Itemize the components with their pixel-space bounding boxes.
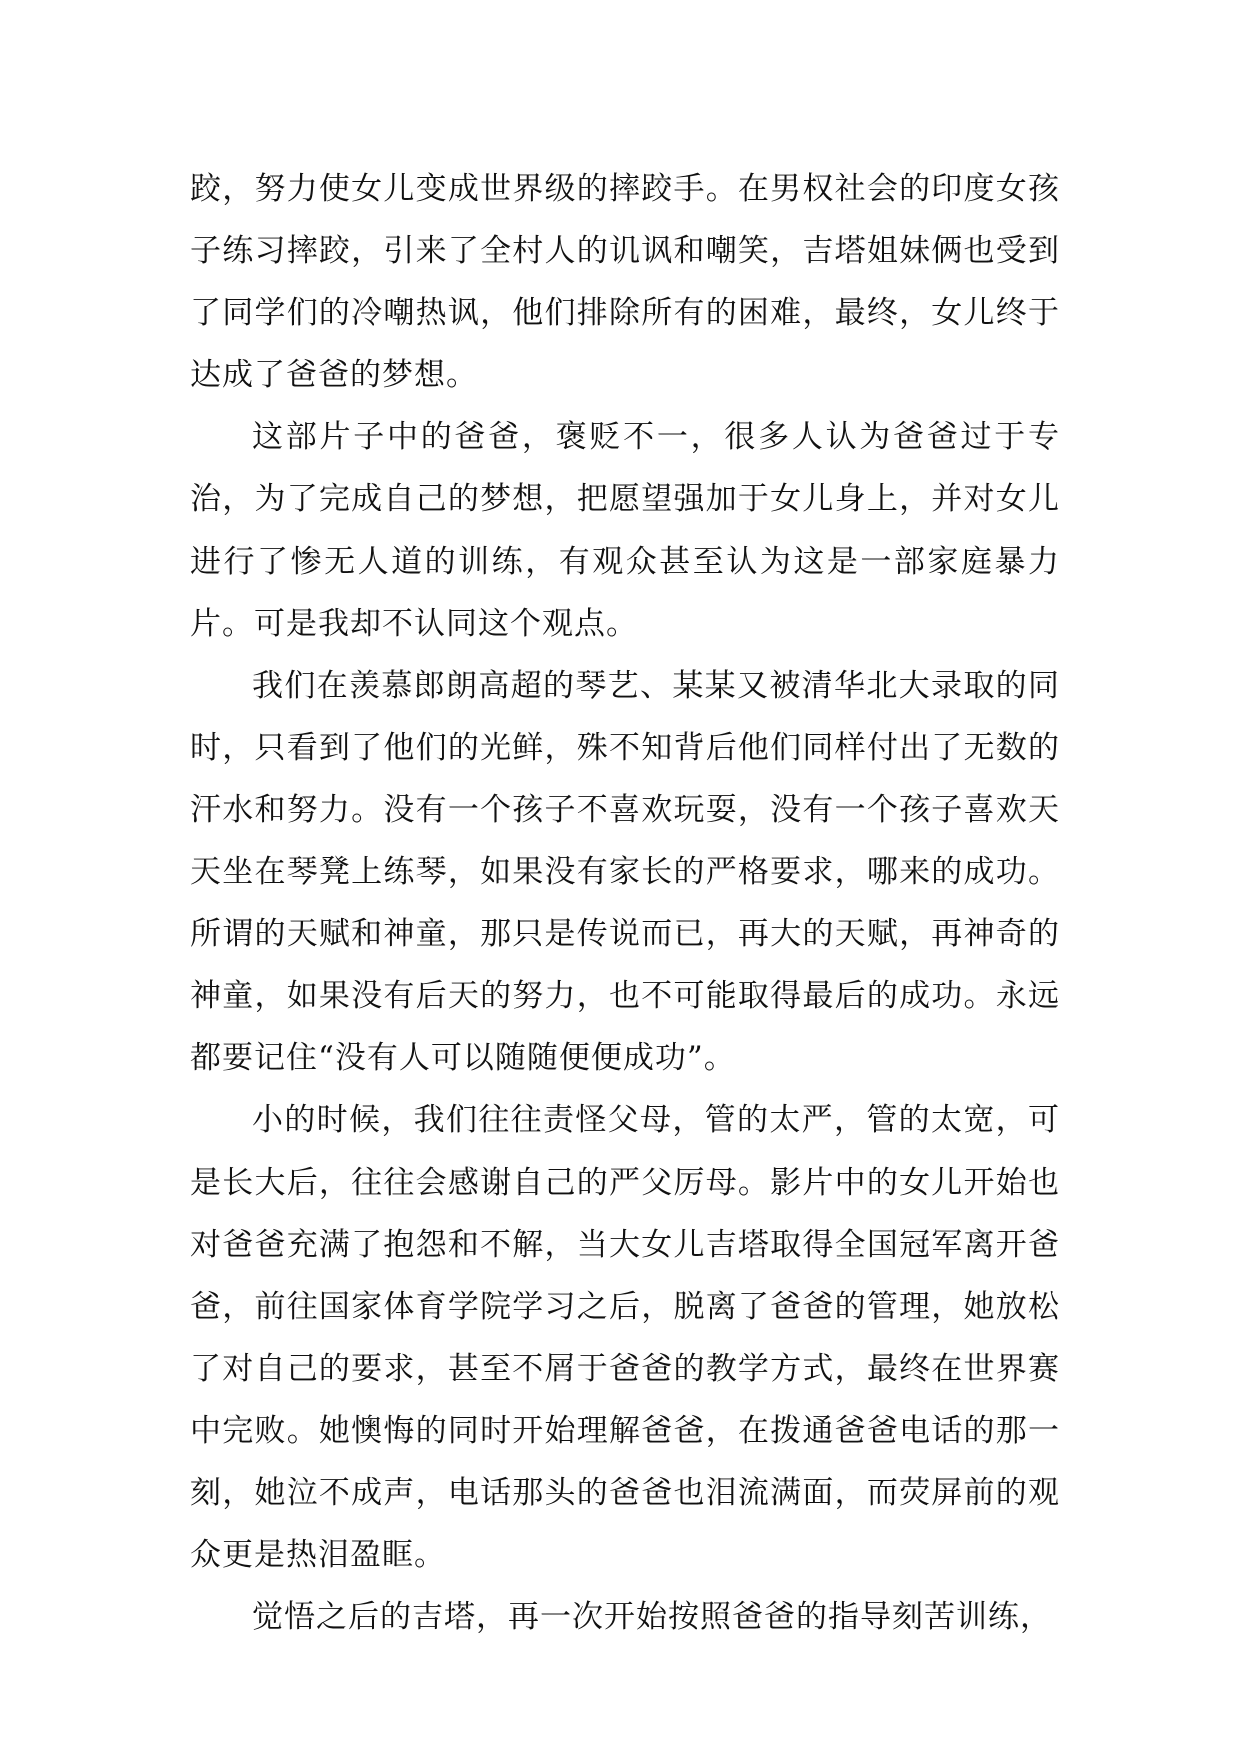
paragraph-2: 这部片子中的爸爸，褒贬不一，很多人认为爸爸过于专治，为了完成自己的梦想，把愿望强加于女儿身上，并对女儿进行了惨无人道的训练，有观众甚至认为这是一部家庭暴力片。可是我却不认同这个观点。 [190,419,1060,642]
paragraph-4: 小的时候，我们往往责怪父母，管的太严，管的太宽，可是长大后，往往会感谢自己的严父厉母。影片中的女儿开始也对爸爸充满了抱怨和不解，当大女儿吉塔取得全国冠军离开爸爸，前往国家体育学院学习之后，脱离了爸爸的管理，她放松了对自己的要求，甚至不屑于爸爸的教学方式，最终在世界赛中完败。她懊悔的同时开始理解爸爸，在拨通爸爸电话的那一刻，她泣不成声，电话那头的爸爸也泪流满面，而荧屏前的观众更是热泪盈眶。 [190,1102,1060,1574]
paragraph-5: 觉悟之后的吉塔，再一次开始按照爸爸的指导刻苦训练， [252,1599,1052,1636]
document-body [190,158,1060,1648]
paragraph-3: 我们在羡慕郎朗高超的琴艺、某某又被清华北大录取的同时，只看到了他们的光鲜，殊不知背后他们同样付出了无数的汗水和努力。没有一个孩子不喜欢玩耍，没有一个孩子喜欢天天坐在琴凳上练琴，如果没有家长的严格要求，哪来的成功。所谓的天赋和神童，那只是传说而已，再大的天赋，再神奇的神童，如果没有后天的努力，也不可能取得最后的成功。永远都要记住“没有人可以随随便便成功”。 [190,667,1060,1077]
paragraph-1: 跤，努力使女儿变成世界级的摔跤手。在男权社会的印度女孩子练习摔跤，引来了全村人的讥讽和嘲笑，吉塔姐妹俩也受到了同学们的冷嘲热讽，他们排除所有的困难，最终，女儿终于达成了爸爸的梦想。 [190,171,1060,394]
